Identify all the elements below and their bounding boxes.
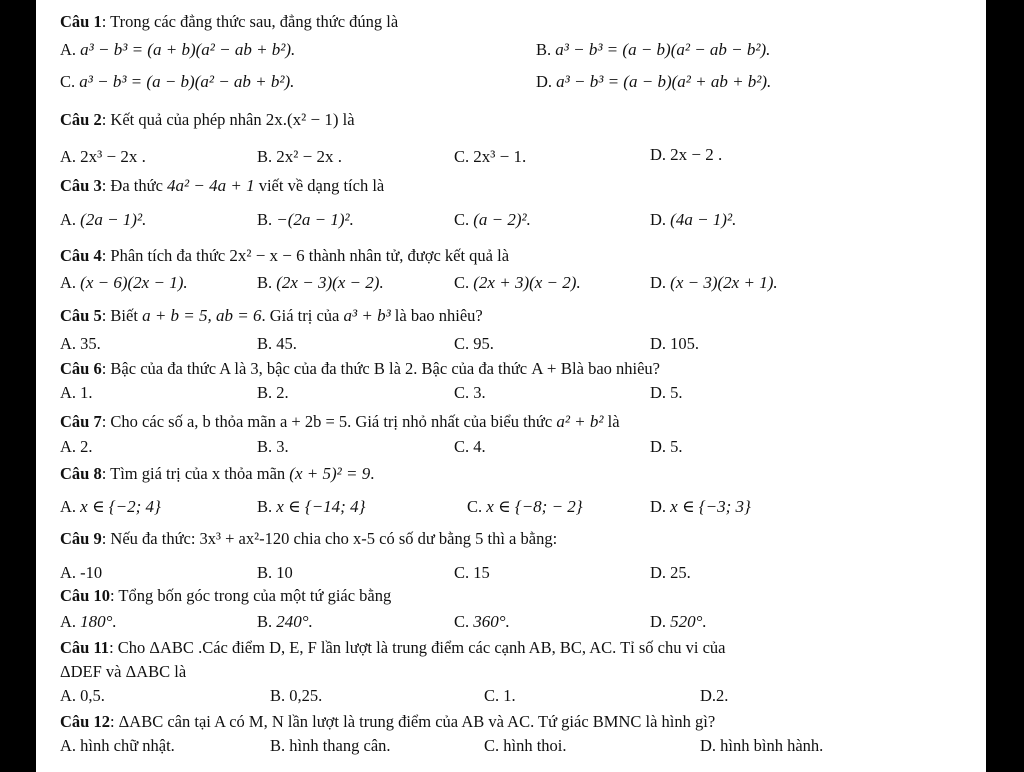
option-d: D. 105. bbox=[650, 334, 700, 353]
option-c: C. a³ − b³ = (a − b)(a² − ab + b²). bbox=[60, 72, 295, 91]
option-d: D. x ∈ {−3; 3} bbox=[650, 497, 751, 516]
option-b: B. hình thang cân. bbox=[270, 736, 391, 755]
option-a: A. hình chữ nhật. bbox=[60, 736, 175, 755]
option-a: A. 0,5. bbox=[60, 686, 105, 705]
option-c: C. 1. bbox=[484, 686, 516, 705]
option-c: C. hình thoi. bbox=[484, 736, 567, 755]
question-11: Câu 11: Cho ΔABC .Các điểm D, E, F lần lượt là trung điểm các cạnh AB, BC, AC. Tỉ số chu vi của bbox=[60, 638, 726, 657]
option-b: B. 2. bbox=[257, 383, 289, 402]
question-1 bbox=[60, 12, 398, 32]
option-c: C. 360°. bbox=[454, 612, 510, 631]
question-11-line2: ΔDEF và ΔABC là bbox=[60, 662, 187, 681]
option-d: D. hình bình hành. bbox=[700, 736, 824, 755]
question-6: Câu 6: Bậc của đa thức A là 3, bậc của đa thức B là 2. Bậc của đa thức A + Blà bao nhiêu? bbox=[60, 359, 660, 378]
option-b: B. 2x² − 2x . bbox=[257, 147, 342, 166]
option-b: B. −(2a − 1)². bbox=[257, 210, 354, 229]
option-d: D.2. bbox=[700, 686, 729, 705]
option-c: C. 15 bbox=[454, 563, 490, 582]
option-d: D. (x − 3)(2x + 1). bbox=[650, 273, 778, 292]
question-10: Câu 10: Tổng bốn góc trong của một tứ giác bằng bbox=[60, 586, 392, 605]
question-7: Câu 7: Cho các số a, b thỏa mãn a + 2b = 5. Giá trị nhỏ nhất của biểu thức a² + b² là bbox=[60, 412, 620, 431]
option-d: D. 25. bbox=[650, 563, 691, 582]
option-d: D. 5. bbox=[650, 383, 683, 402]
option-a: A. 2x³ − 2x . bbox=[60, 147, 146, 166]
option-a: A. a³ − b³ = (a + b)(a² − ab + b²). bbox=[60, 40, 296, 59]
option-b: B. 0,25. bbox=[270, 686, 323, 705]
option-a: A. x ∈ {−2; 4} bbox=[60, 497, 161, 516]
option-d: D. 520°. bbox=[650, 612, 707, 631]
option-a: A. (x − 6)(2x − 1). bbox=[60, 273, 188, 292]
option-a: A. 1. bbox=[60, 383, 93, 402]
option-b: B. 45. bbox=[257, 334, 297, 353]
question-2: Câu 2: Kết quả của phép nhân 2x.(x² − 1) là bbox=[60, 110, 355, 129]
option-d: D. a³ − b³ = (a − b)(a² + ab + b²). bbox=[536, 72, 772, 91]
question-3: Câu 3: Đa thức 4a² − 4a + 1 viết về dạng tích là bbox=[60, 176, 385, 195]
option-c: C. (2x + 3)(x − 2). bbox=[454, 273, 581, 292]
option-a: A. 180°. bbox=[60, 612, 117, 631]
option-c: C. 4. bbox=[454, 437, 486, 456]
option-b: B. 3. bbox=[257, 437, 289, 456]
option-a: A. (2a − 1)². bbox=[60, 210, 147, 229]
option-c: C. 3. bbox=[454, 383, 486, 402]
document-page bbox=[36, 0, 986, 772]
question-text: : Trong các đẳng thức sau, đẳng thức đúng là bbox=[101, 12, 399, 31]
question-4: Câu 4: Phân tích đa thức 2x² − x − 6 thành nhân tử, được kết quả là bbox=[60, 246, 510, 265]
option-b: B. (2x − 3)(x − 2). bbox=[257, 273, 384, 292]
option-d: D. 2x − 2 . bbox=[650, 145, 723, 164]
question-5: Câu 5: Biết a + b = 5, ab = 6. Giá trị của a³ + b³ là bao nhiêu? bbox=[60, 306, 483, 325]
option-a: A. 35. bbox=[60, 334, 101, 353]
question-9: Câu 9: Nếu đa thức: 3x³ + ax²-120 chia cho x-5 có số dư bằng 5 thì a bằng: bbox=[60, 529, 558, 548]
option-c: C. x ∈ {−8; − 2} bbox=[467, 497, 583, 516]
option-c: C. 95. bbox=[454, 334, 494, 353]
option-a: A. 2. bbox=[60, 437, 93, 456]
option-b: B. 240°. bbox=[257, 612, 313, 631]
option-b: B. a³ − b³ = (a − b)(a² − ab − b²). bbox=[536, 40, 771, 59]
question-12: Câu 12: ΔABC cân tại A có M, N lần lượt là trung điểm của AB và AC. Tứ giác BMNC là hình gì? bbox=[60, 712, 716, 731]
question-label: Câu 1 bbox=[60, 12, 102, 31]
question-8: Câu 8: Tìm giá trị của x thỏa mãn (x + 5)² = 9. bbox=[60, 464, 375, 483]
option-a: A. -10 bbox=[60, 563, 103, 582]
option-b: B. x ∈ {−14; 4} bbox=[257, 497, 366, 516]
option-c: C. (a − 2)². bbox=[454, 210, 531, 229]
option-d: D. (4a − 1)². bbox=[650, 210, 737, 229]
option-b: B. 10 bbox=[257, 563, 293, 582]
option-c: C. 2x³ − 1. bbox=[454, 147, 527, 166]
option-d: D. 5. bbox=[650, 437, 683, 456]
